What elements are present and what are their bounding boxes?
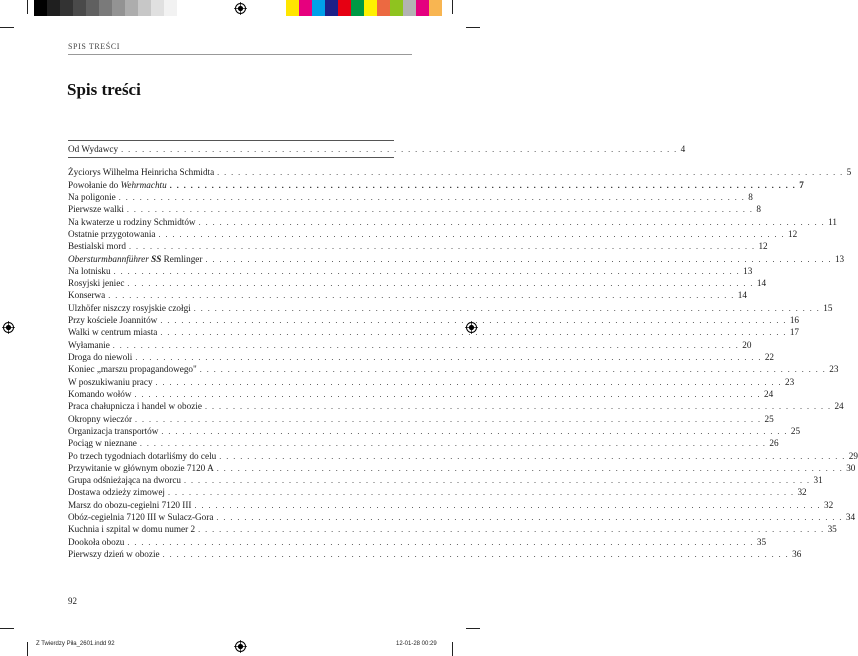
- toc-entry-page: 8: [748, 191, 753, 202]
- registration-mark-icon: [234, 2, 247, 15]
- toc-entry: [68, 339, 752, 351]
- toc-entry: [68, 143, 686, 155]
- toc-entry: [68, 499, 834, 511]
- toc-entry-title: Po trzech tygodniach dotarliśmy do celu: [68, 450, 217, 461]
- crop-mark: [452, 0, 453, 14]
- toc-entry-title: Wyłamanie: [68, 339, 110, 350]
- toc-entry-title: Na poligonie: [68, 191, 116, 202]
- toc-entry-title: Powołanie do Wehrmachtu: [68, 179, 167, 190]
- toc-entry-title: Koniec „marszu propagandowego": [68, 364, 197, 375]
- toc-entry-page: 32: [797, 487, 807, 498]
- toc-entry-title: Rosyjski jeniec: [68, 278, 125, 289]
- leader-dots: . . . . . . . . . . . . . . . . . . . . . . . . . . . . . . . . . . . . . . . . . . . . . . . . . . . . . . . . . . . . . . . . . . . . . . . . . . . . . . . . . . . . . . . . . .: [217, 168, 844, 178]
- color-swatch: [73, 0, 86, 16]
- toc-entry-title: Ostatnie przygotowania: [68, 228, 156, 239]
- toc-entry-page: 22: [764, 352, 774, 362]
- toc-entry: [68, 511, 856, 523]
- toc-entry-title: Komando wołów: [68, 388, 132, 399]
- toc-entry: [68, 166, 852, 178]
- toc-entry: [68, 474, 823, 486]
- page-number: 92: [68, 596, 77, 606]
- color-swatch: [442, 0, 455, 16]
- toc-entry: [68, 240, 768, 252]
- toc-entry-page: 8: [756, 204, 761, 215]
- color-swatch: [364, 0, 377, 16]
- toc-entry-page: 7: [799, 179, 804, 190]
- toc-top-rule: [68, 140, 394, 141]
- color-swatch: [377, 0, 390, 16]
- toc-entry-page: 35: [756, 536, 767, 547]
- toc-entry: [68, 376, 795, 388]
- toc-entry-page: 14: [737, 290, 747, 301]
- toc-entry-title: Pociąg w nieznane: [68, 438, 137, 449]
- toc-entry: [68, 302, 833, 314]
- leader-dots: . . . . . . . . . . . . . . . . . . . . . . . . . . . . . . . . . . . . . . . . . . . . . . . . . . . . . . . . . . . . . . . . . . . . . . . . . . . . . . . . . . . . . . . . . .: [155, 377, 783, 387]
- toc-entry-list: [68, 166, 858, 560]
- toc-entry-page: 26: [769, 438, 779, 449]
- toc-entry: [68, 388, 774, 400]
- toc-entry-title: Marsz do obozu-cegielni 7120 III: [68, 499, 192, 510]
- toc-entry-title: Życiorys Wilhelma Heinricha Schmidta: [68, 167, 215, 178]
- toc-entry: [68, 179, 804, 191]
- leader-dots: . . . . . . . . . . . . . . . . . . . . . . . . . . . . . . . . . . . . . . . . . . . . . . . . . . . . . . . . . . . . . . . . . . . . . . . . . . . . . . . . . . . . . . . . . .: [113, 266, 741, 276]
- toc-entry: [68, 450, 858, 462]
- leader-dots: . . . . . . . . . . . . . . . . . . . . . . . . . . . . . . . . . . . . . . . . . . . . . . . . . . . . . . . . . . . . . . . . . . . . . . . . . . . . . . . . . . . . . . . . . .: [108, 291, 735, 301]
- color-swatch: [125, 0, 138, 16]
- toc-entry: [68, 363, 839, 375]
- toc-entry-title: Dostawa odzieży zimowej: [68, 487, 165, 498]
- toc-entry-title: Praca chałupnicza i handel w obozie: [68, 401, 202, 412]
- leader-dots: . . . . . . . . . . . . . . . . . . . . . . . . . . . . . . . . . . . . . . . . . . . . . . . . . . . . . . . . . . . . . . . . . . . . . . . . . . . . . . . . . . . . . . . . . .: [216, 513, 843, 523]
- toc-entry-page: 34: [845, 512, 856, 523]
- color-swatch: [403, 0, 416, 16]
- toc-entry-page: 5: [846, 167, 852, 178]
- leader-dots: . . . . . . . . . . . . . . . . . . . . . . . . . . . . . . . . . . . . . . . . . . . . . . . . . . . . . . . . . . . . . . . . . . . . . . . . . . . . . . . . . . . . . . . . . .: [160, 316, 787, 326]
- toc-entry-page: 25: [764, 413, 774, 424]
- color-swatch: [338, 0, 351, 16]
- color-swatch: [86, 0, 99, 16]
- toc-entry: [68, 437, 779, 449]
- crop-mark: [0, 628, 14, 629]
- toc-entry-page: 25: [790, 425, 801, 436]
- leader-dots: . . . . . . . . . . . . . . . . . . . . . . . . . . . . . . . . . . . . . . . . . . . . . . . . . . . . . . . . . . . . . . . . . . . . . . . . . . . . . . . . . . . . . . . . . .: [128, 242, 756, 252]
- toc-entry-page: 13: [834, 253, 845, 264]
- toc-entry-title: W poszukiwaniu pracy: [68, 376, 153, 387]
- toc-entry-title: Pierwsze walki: [68, 204, 124, 215]
- leader-dots: . . . . . . . . . . . . . . . . . . . . . . . . . . . . . . . . . . . . . . . . . . . . . . . . . . . . . . . . . . . . . . . . . . . . . . . . . . . . . . . . . . . . . . . . . .: [216, 463, 844, 473]
- leader-dots: . . . . . . . . . . . . . . . . . . . . . . . . . . . . . . . . . . . . . . . . . . . . . . . . . . . . . . . . . . . . . . . . . . . . . . . . . . . . . . . . . . . . . . . . . .: [193, 303, 821, 313]
- toc-entry-title: Konserwa: [68, 290, 106, 301]
- leader-dots: . . . . . . . . . . . . . . . . . . . . . . . . . . . . . . . . . . . . . . . . . . . . . . . . . . . . . . . . . . . . . . . . . . . . . . . . . . . . . . . .: [121, 145, 678, 154]
- color-swatch: [60, 0, 73, 16]
- toc-entry-title: Przywitanie w głównym obozie 7120 A: [68, 462, 214, 473]
- toc-entry-title: Kuchnia i szpital w domu numer 2: [68, 524, 196, 535]
- toc-entry: [68, 277, 767, 289]
- toc-entry-title: Na lotnisku: [68, 265, 111, 276]
- color-swatch: [99, 0, 112, 16]
- toc-entry-title: Grupa odśnieżająca na dworcu: [68, 475, 182, 486]
- crop-mark: [466, 628, 480, 629]
- toc-entry-title: Od Wydawcy: [68, 144, 119, 154]
- leader-dots: . . . . . . . . . . . . . . . . . . . . . . . . . . . . . . . . . . . . . . . . . . . . . . . . . . . . . . . . . . . . . . . . . . . . . . . . . . . . . . . . . . . . . . . . . .: [127, 279, 754, 289]
- toc-entry-page: 16: [789, 315, 799, 326]
- toc-entry-title: Na kwaterze u rodziny Schmidtów: [68, 216, 196, 227]
- toc-entry-page: 14: [756, 278, 767, 289]
- leader-dots: . . . . . . . . . . . . . . . . . . . . . . . . . . . . . . . . . . . . . . . . . . . . . . . . . . . . . . . . . . . . . . . . . . . . . . . . . . . . . . . . . . . . . . . . . .: [199, 365, 827, 375]
- toc-entry-page: 12: [788, 228, 798, 239]
- toc-entry-title: Organizacja transportów: [68, 425, 159, 436]
- running-head: SPIS TREŚCI: [68, 42, 121, 51]
- leader-dots: . . . . . . . . . . . . . . . . . . . . . . . . . . . . . . . . . . . . . . . . . . . . . . . . . . . . . . . . . . . . . . . . . . . . . . . . . . . . . . . . . . . . . . . . . .: [139, 439, 767, 449]
- color-swatch: [416, 0, 429, 16]
- toc-entry: [68, 425, 801, 437]
- toc-entry: [68, 289, 747, 301]
- leader-dots: . . . . . . . . . . . . . . . . . . . . . . . . . . . . . . . . . . . . . . . . . . . . . . . . . . . . . . . . . . . . . . . . . . . . . . . . . . . . . . . . . . . . . . . . . .: [167, 488, 795, 498]
- toc-entry-title: Ulzhöfer niszczy rosyjskie czołgi: [68, 302, 191, 313]
- color-swatch: [286, 0, 299, 16]
- toc-entry: [68, 228, 798, 240]
- toc-entry: [68, 486, 807, 498]
- leader-dots: . . . . . . . . . . . . . . . . . . . . . . . . . . . . . . . . . . . . . . . . . . . . . . . . . . . . . . . . . . . . . . . . . . . . . . . . . . . . . . . . . . . . . . . . . .: [198, 217, 826, 227]
- toc-entry-page: 11: [828, 216, 837, 227]
- toc-entry-title: Bestialski mord: [68, 241, 126, 252]
- leader-dots: . . . . . . . . . . . . . . . . . . . . . . . . . . . . . . . . . . . . . . . . . . . . . . . . . . . . . . . . . . . . . . . . . . . . . . . . . . . . . . . . . . . . . . . . . .: [112, 340, 740, 350]
- toc-entry: [68, 216, 837, 228]
- leader-dots: . . . . . . . . . . . . . . . . . . . . . . . . . . . . . . . . . . . . . . . . . . . . . . . . . . . . . . . . . . . . . . . . . . . . . . . . . . . . . . . . . . . . . . . . . .: [205, 254, 832, 264]
- toc-entry: [68, 413, 774, 425]
- toc-entry: [68, 462, 856, 474]
- color-swatch: [312, 0, 325, 16]
- toc-entry: [68, 523, 837, 535]
- toc-entry-page: 31: [813, 475, 823, 486]
- toc-entry-page: 30: [846, 462, 856, 473]
- process-color-bar: [286, 0, 455, 16]
- grayscale-color-bar: [34, 0, 177, 16]
- toc-entry-title: Obersturmbannführer SS Remlinger: [68, 253, 203, 264]
- leader-dots: . . . . . . . . . . . . . . . . . . . . . . . . . . . . . . . . . . . . . . . . . . . . . . . . . . . . . . . . . . . . . . . . . . . . . . . . . . . . . . . . . . . . . . . . . .: [169, 180, 797, 190]
- slug-filename: Z Twierdzy Piła_2601.indd 92: [36, 641, 115, 647]
- toc-entry-page: 32: [823, 499, 834, 510]
- leader-dots: . . . . . . . . . . . . . . . . . . . . . . . . . . . . . . . . . . . . . . . . . . . . . . . . . . . . . . . . . . . . . . . . . . . . . . . . . . . . . . . . . . . . . . . . . .: [194, 500, 821, 510]
- leader-dots: . . . . . . . . . . . . . . . . . . . . . . . . . . . . . . . . . . . . . . . . . . . . . . . . . . . . . . . . . . . . . . . . . . . . . . . . . . . . . . . . . . . . . . . . . .: [160, 328, 787, 338]
- toc-entry-page: 4: [680, 144, 686, 154]
- toc-entry: [68, 203, 761, 215]
- toc-entry: [68, 400, 844, 412]
- toc-entry-title: Przy kościele Joannitów: [68, 315, 158, 326]
- toc-entry-title: Okropny wieczór: [68, 413, 133, 424]
- color-swatch: [47, 0, 60, 16]
- toc-entry-page: 29: [848, 450, 858, 461]
- color-swatch: [112, 0, 125, 16]
- toc-entry-page: 13: [743, 265, 753, 276]
- leader-dots: . . . . . . . . . . . . . . . . . . . . . . . . . . . . . . . . . . . . . . . . . . . . . . . . . . . . . . . . . . . . . . . . . . . . . . . . . . . . . . . . . . . . . . . . . .: [135, 353, 762, 362]
- leader-dots: . . . . . . . . . . . . . . . . . . . . . . . . . . . . . . . . . . . . . . . . . . . . . . . . . . . . . . . . . . . . . . . . . . . . . . . . . . . . . . . . . . . . . . . . . .: [134, 389, 762, 399]
- leader-dots: . . . . . . . . . . . . . . . . . . . . . . . . . . . . . . . . . . . . . . . . . . . . . . . . . . . . . . . . . . . . . . . . . . . . . . . . . . . . . . . . . . . . . . . . . .: [135, 414, 762, 424]
- leader-dots: . . . . . . . . . . . . . . . . . . . . . . . . . . . . . . . . . . . . . . . . . . . . . . . . . . . . . . . . . . . . . . . . . . . . . . . . . . . . . . . . . . . . . . . . . .: [198, 525, 825, 535]
- crop-mark: [0, 27, 14, 28]
- toc-entry-page: 15: [823, 302, 833, 313]
- crop-mark: [466, 27, 480, 28]
- leader-dots: . . . . . . . . . . . . . . . . . . . . . . . . . . . . . . . . . . . . . . . . . . . . . . . . . . . . . . . . . . . . . . . . . . . . . . . . . . . . . . . . . . . . . . . . . .: [162, 550, 790, 559]
- color-swatch: [351, 0, 364, 16]
- toc-entry-page: 36: [792, 549, 802, 559]
- toc-entry: [68, 265, 753, 277]
- toc-entry-title: Walki w centrum miasta: [68, 327, 158, 338]
- leader-dots: . . . . . . . . . . . . . . . . . . . . . . . . . . . . . . . . . . . . . . . . . . . . . . . . . . . . . . . . . . . . . . . . . . . . . . . . . . . . . . . . . . . . . . . . . .: [127, 537, 754, 547]
- toc-entry-page: 24: [834, 401, 844, 412]
- leader-dots: . . . . . . . . . . . . . . . . . . . . . . . . . . . . . . . . . . . . . . . . . . . . . . . . . . . . . . . . . . . . . . . . . . . . . . . . . . . . . . . . . . . . . . . . . .: [204, 402, 832, 412]
- color-swatch: [138, 0, 151, 16]
- toc-entry-title: Dookoła obozu: [68, 536, 125, 547]
- crop-mark: [452, 642, 453, 656]
- registration-mark-icon: [2, 321, 15, 334]
- slug-timestamp: 12-01-28 00:29: [396, 641, 437, 647]
- toc-entry-title: Droga do niewoli: [68, 352, 133, 362]
- leader-dots: . . . . . . . . . . . . . . . . . . . . . . . . . . . . . . . . . . . . . . . . . . . . . . . . . . . . . . . . . . . . . . . . . . . . . . . . . . . . . . . . . . . . . . . . . .: [126, 205, 754, 215]
- header-rule: [68, 54, 412, 55]
- leader-dots: . . . . . . . . . . . . . . . . . . . . . . . . . . . . . . . . . . . . . . . . . . . . . . . . . . . . . . . . . . . . . . . . . . . . . . . . . . . . . . . . . . . . . . . . . .: [118, 192, 746, 202]
- toc-entry-title: Pierwszy dzień w obozie: [68, 549, 160, 559]
- crop-mark: [27, 0, 28, 14]
- color-swatch: [299, 0, 312, 16]
- color-swatch: [325, 0, 338, 16]
- color-swatch: [164, 0, 177, 16]
- toc-entry-page: 35: [827, 524, 837, 535]
- toc-entry: [68, 326, 800, 338]
- toc-entry-page: 20: [742, 339, 752, 350]
- toc-entry: [68, 314, 799, 326]
- toc-entry: [68, 351, 774, 363]
- leader-dots: . . . . . . . . . . . . . . . . . . . . . . . . . . . . . . . . . . . . . . . . . . . . . . . . . . . . . . . . . . . . . . . . . . . . . . . . . . . . . . . . . . . . . . . . . .: [219, 451, 846, 461]
- leader-dots: . . . . . . . . . . . . . . . . . . . . . . . . . . . . . . . . . . . . . . . . . . . . . . . . . . . . . . . . . . . . . . . . . . . . . . . . . . . . . . . . . . . . . . . . . .: [184, 476, 811, 486]
- page-title: Spis treści: [67, 80, 141, 99]
- color-swatch: [151, 0, 164, 16]
- color-swatch: [429, 0, 442, 16]
- toc-entry: [68, 191, 753, 203]
- toc-entry-page: 12: [758, 241, 768, 252]
- toc-entry-page: 24: [764, 388, 774, 399]
- toc-entry: [68, 253, 845, 265]
- color-swatch: [390, 0, 403, 16]
- leader-dots: . . . . . . . . . . . . . . . . . . . . . . . . . . . . . . . . . . . . . . . . . . . . . . . . . . . . . . . . . . . . . . . . . . . . . . . . . . . . . . . . . . . . . . . . . .: [161, 426, 788, 436]
- crop-mark: [27, 642, 28, 656]
- color-swatch: [34, 0, 47, 16]
- toc-entry: [68, 536, 767, 548]
- toc-entry-title: Obóz-cegielnia 7120 III w Sulacz-Gora: [68, 512, 214, 523]
- toc-entry: [68, 548, 802, 560]
- toc-entry-page: 17: [789, 327, 800, 338]
- table-of-contents: [68, 140, 858, 560]
- leader-dots: . . . . . . . . . . . . . . . . . . . . . . . . . . . . . . . . . . . . . . . . . . . . . . . . . . . . . . . . . . . . . . . . . . . . . . . . . . . . . . . . . . . . . . . . . .: [158, 229, 786, 239]
- registration-mark-icon: [234, 640, 247, 653]
- toc-entry-page: 23: [785, 376, 795, 387]
- toc-entry-page: 23: [829, 364, 839, 375]
